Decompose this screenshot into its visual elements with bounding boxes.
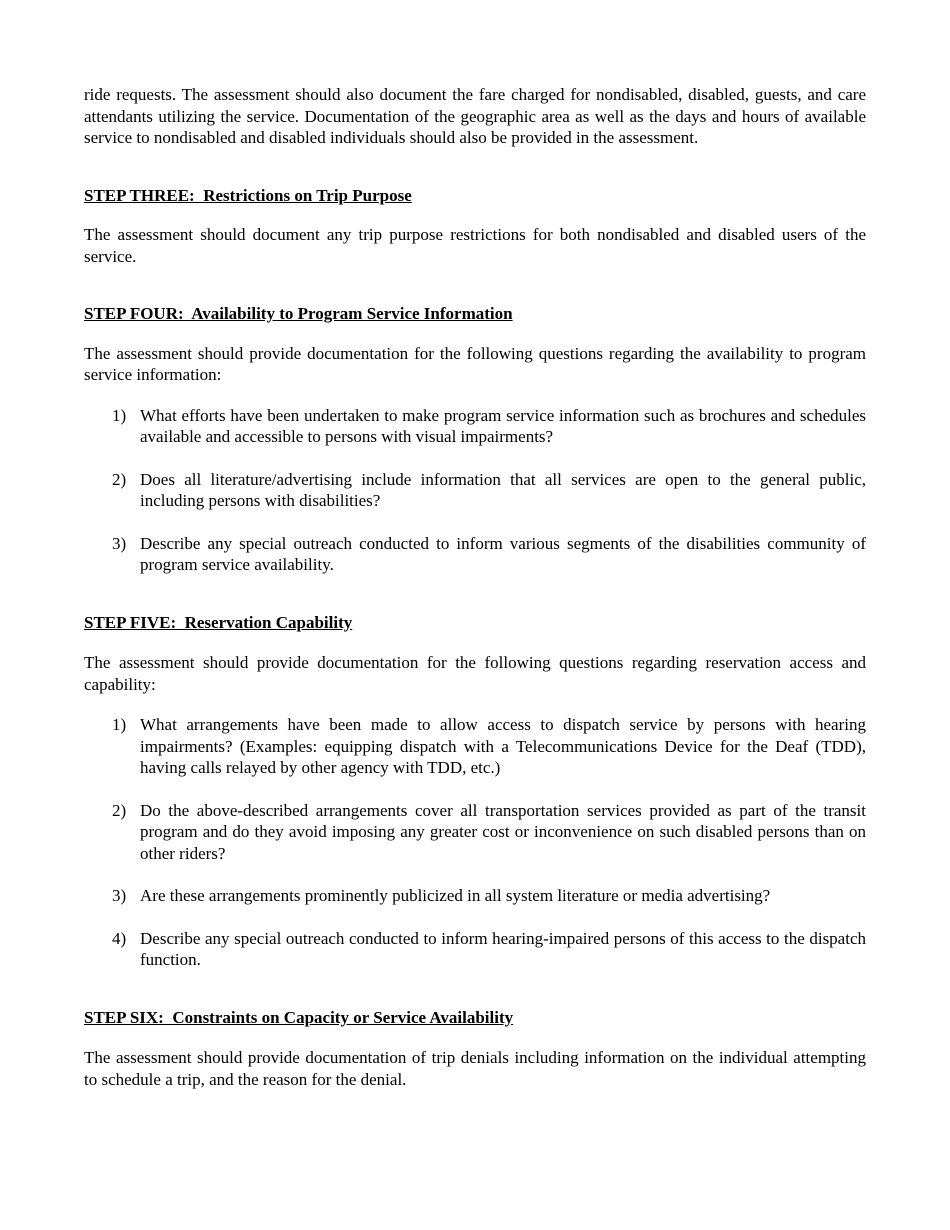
step-five-heading: STEP FIVE: Reservation Capability <box>84 612 353 632</box>
list-item-text: Describe any special outreach conducted to inform various segments of the disabilities community of program service availability. <box>140 533 866 574</box>
list-item <box>84 714 866 779</box>
list-item <box>84 885 866 907</box>
list-item-number: 4) <box>112 928 127 948</box>
step-three-heading: STEP THREE: Restrictions on Trip Purpose <box>84 185 412 205</box>
list-item <box>84 469 866 512</box>
step-six-heading: STEP SIX: Constraints on Capacity or Service Availability <box>84 1007 514 1027</box>
list-item <box>84 800 866 865</box>
list-item-text: Does all literature/advertising include information that all services are open to the general public, including persons with disabilities? <box>140 469 866 510</box>
intro-paragraph: ride requests. The assessment should also document the fare charged for nondisabled, disabled, guests, and care attendants utilizing the service. Documentation of the geographic area as well as the days and hours of available service to nondisabled and disabled individuals should also be provided in the assessment. <box>84 85 866 147</box>
list-item-number: 3) <box>112 533 127 553</box>
list-item-number: 1) <box>112 405 127 425</box>
list-item-text: Do the above-described arrangements cover all transportation services provided as part of the transit program and do they avoid imposing any greater cost or inconvenience on such disabled persons than on other riders? <box>140 800 866 863</box>
step-three-paragraph: The assessment should document any trip purpose restrictions for both nondisabled and disabled users of the service. <box>84 225 866 266</box>
step-five-list <box>84 714 866 971</box>
step-five-paragraph: The assessment should provide documentation for the following questions regarding reservation access and capability: <box>84 653 866 694</box>
list-item-text: Are these arrangements prominently publicized in all system literature or media advertising? <box>140 886 771 905</box>
list-item-number: 2) <box>112 469 127 489</box>
step-four-list <box>84 405 866 576</box>
list-item-number: 1) <box>112 715 127 734</box>
list-item <box>84 405 866 448</box>
list-item-text: What efforts have been undertaken to make program service information such as brochures and schedules available and accessible to persons with visual impairments? <box>140 405 866 446</box>
step-four-paragraph: The assessment should provide documentation for the following questions regarding the availability to program service information: <box>84 343 866 384</box>
list-item-number: 2) <box>112 800 127 820</box>
list-item <box>84 928 866 971</box>
list-item-number: 3) <box>112 886 127 905</box>
document-page <box>84 84 866 1090</box>
step-six-paragraph: The assessment should provide documentation of trip denials including information on the individual attempting to schedule a trip, and the reason for the denial. <box>84 1048 866 1089</box>
list-item-text: What arrangements have been made to allow access to dispatch service by persons with hearing impairments? (Examples: equipping dispatch with a Telecommunications Device for the Deaf (TDD), having calls relayed by other agency with TDD, etc.) <box>140 715 866 777</box>
list-item-text: Describe any special outreach conducted to inform hearing-impaired persons of this access to the dispatch function. <box>140 928 866 969</box>
step-four-heading: STEP FOUR: Availability to Program Service Information <box>84 304 513 323</box>
list-item <box>84 533 866 576</box>
